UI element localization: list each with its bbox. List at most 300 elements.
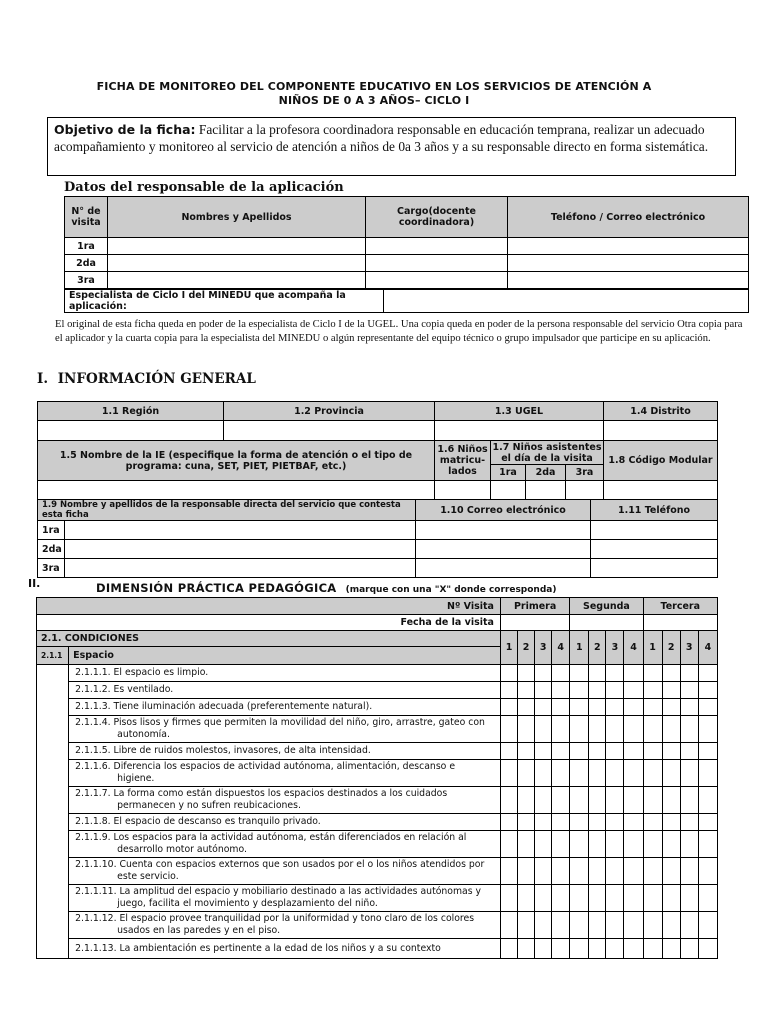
rating-checkbox-cell[interactable] — [662, 939, 680, 959]
rating-checkbox-cell[interactable] — [552, 939, 570, 959]
scale-header: 1 — [500, 631, 517, 665]
rating-checkbox-cell[interactable] — [680, 831, 698, 858]
nombres-field[interactable] — [108, 272, 366, 289]
rating-checkbox-cell[interactable] — [643, 716, 662, 743]
rating-checkbox-cell[interactable] — [589, 912, 606, 939]
rating-checkbox-cell[interactable] — [662, 716, 680, 743]
visit-segunda: Segunda — [570, 598, 643, 615]
rating-checkbox-cell[interactable] — [500, 682, 517, 699]
telefono-field[interactable] — [508, 238, 749, 255]
asistentes-2-field[interactable] — [526, 481, 566, 501]
responsable-directa-table — [37, 499, 718, 578]
page-title — [60, 80, 688, 108]
rating-checkbox-cell[interactable] — [589, 760, 606, 787]
especialista-label: Especialista de Ciclo I del MINEDU que acompaña la aplicación: — [65, 290, 384, 313]
scale-header: 4 — [698, 631, 717, 665]
scale-header: 3 — [606, 631, 624, 665]
rating-checkbox-cell[interactable] — [698, 699, 717, 716]
criteria-row — [37, 665, 718, 682]
rating-checkbox-cell[interactable] — [662, 858, 680, 885]
fecha-visita-label: Fecha de la visita — [37, 615, 501, 631]
rating-checkbox-cell[interactable] — [589, 699, 606, 716]
criteria-row — [37, 743, 718, 760]
nombre-field[interactable] — [65, 521, 416, 540]
asistentes-col-2: 2da — [526, 465, 566, 481]
region-label: 1.1 Región — [38, 402, 224, 421]
criteria-line-1: 2.1.1.9. Los espacios para la actividad autónoma, están diferenciados en relación al — [75, 832, 467, 843]
rating-checkbox-cell[interactable] — [698, 858, 717, 885]
codigo-modular-field[interactable] — [604, 481, 718, 501]
criteria-line-1: 2.1.1.2. Es ventilado. — [75, 684, 174, 695]
rating-checkbox-cell[interactable] — [552, 760, 570, 787]
responsable-heading: Datos del responsable de la aplicación — [64, 180, 344, 195]
rating-checkbox-cell[interactable] — [643, 743, 662, 760]
criteria-row — [37, 716, 718, 743]
criteria-line-2: autonomía. — [117, 729, 170, 740]
rating-checkbox-cell[interactable] — [624, 743, 643, 760]
rating-checkbox-cell[interactable] — [552, 885, 570, 912]
criteria-line-2: este servicio. — [117, 871, 179, 882]
col-cargo: Cargo(docente coordinadora) — [366, 197, 508, 238]
rating-checkbox-cell[interactable] — [535, 939, 552, 959]
rating-checkbox-cell[interactable] — [606, 814, 624, 831]
criteria-row — [37, 939, 718, 959]
asistentes-col-3: 3ra — [566, 465, 604, 481]
provincia-field[interactable] — [224, 421, 435, 441]
rating-checkbox-cell[interactable] — [606, 682, 624, 699]
rating-checkbox-cell[interactable] — [589, 814, 606, 831]
telefono-label: 1.11 Teléfono — [591, 500, 718, 521]
rating-checkbox-cell[interactable] — [500, 760, 517, 787]
scale-header: 2 — [589, 631, 606, 665]
criteria-row — [37, 858, 718, 885]
rating-checkbox-cell[interactable] — [518, 665, 535, 682]
section1-number: I. — [37, 371, 49, 387]
scale-header: 3 — [680, 631, 698, 665]
correo-field[interactable] — [416, 559, 591, 578]
criteria-text — [69, 665, 501, 682]
rating-checkbox-cell[interactable] — [624, 814, 643, 831]
rating-checkbox-cell[interactable] — [500, 939, 517, 959]
criteria-line-2: desarrollo motor autónomo. — [117, 844, 247, 855]
scale-header: 1 — [643, 631, 662, 665]
rating-checkbox-cell[interactable] — [643, 912, 662, 939]
rating-checkbox-cell[interactable] — [606, 743, 624, 760]
rating-checkbox-cell[interactable] — [570, 760, 589, 787]
distrito-label: 1.4 Distrito — [604, 402, 718, 421]
telefono-field[interactable] — [508, 255, 749, 272]
rating-checkbox-cell[interactable] — [518, 716, 535, 743]
rating-checkbox-cell[interactable] — [570, 885, 589, 912]
indent-cell — [37, 665, 69, 959]
rating-checkbox-cell[interactable] — [518, 831, 535, 858]
telefono-field[interactable] — [591, 521, 718, 540]
rating-checkbox-cell[interactable] — [535, 787, 552, 814]
col-telefono: Teléfono / Correo electrónico — [508, 197, 749, 238]
nombres-field[interactable] — [108, 255, 366, 272]
rating-checkbox-cell[interactable] — [552, 858, 570, 885]
responsable-table — [64, 196, 749, 289]
espacio-number: 2.1.1 — [37, 647, 69, 665]
rating-checkbox-cell[interactable] — [606, 885, 624, 912]
rating-checkbox-cell[interactable] — [680, 760, 698, 787]
criteria-line-1: 2.1.1.6. Diferencia los espacios de actividad autónoma, alimentación, descanso e — [75, 761, 456, 772]
section1-heading — [37, 371, 256, 387]
section2-number: II. — [28, 577, 41, 590]
rating-checkbox-cell[interactable] — [698, 665, 717, 682]
rating-checkbox-cell[interactable] — [662, 682, 680, 699]
rating-checkbox-cell[interactable] — [500, 699, 517, 716]
criteria-line-1: 2.1.1.8. El espacio de descanso es tranquilo privado. — [75, 816, 321, 827]
criteria-row — [37, 682, 718, 699]
rating-checkbox-cell[interactable] — [589, 682, 606, 699]
rating-checkbox-cell[interactable] — [624, 858, 643, 885]
rating-checkbox-cell[interactable] — [698, 885, 717, 912]
rating-checkbox-cell[interactable] — [662, 885, 680, 912]
rating-checkbox-cell[interactable] — [698, 760, 717, 787]
rating-checkbox-cell[interactable] — [535, 682, 552, 699]
rating-checkbox-cell[interactable] — [643, 831, 662, 858]
rating-checkbox-cell[interactable] — [606, 939, 624, 959]
rating-checkbox-cell[interactable] — [662, 699, 680, 716]
title-line-1: FICHA DE MONITOREO DEL COMPONENTE EDUCATIVO EN LOS SERVICIOS DE ATENCIÓN A — [96, 80, 652, 93]
asistentes-1-field[interactable] — [491, 481, 526, 501]
criteria-line-1: 2.1.1.11. La amplitud del espacio y mobiliario destinado a las actividades autónomas y — [75, 886, 482, 897]
nombre-responsable-label: 1.9 Nombre y apellidos de la responsable directa del servicio que contesta esta ficha — [38, 500, 416, 521]
rating-checkbox-cell[interactable] — [570, 682, 589, 699]
criteria-text — [69, 912, 501, 939]
scale-header: 2 — [518, 631, 535, 665]
rating-checkbox-cell[interactable] — [552, 682, 570, 699]
rating-checkbox-cell[interactable] — [589, 885, 606, 912]
scale-header: 3 — [535, 631, 552, 665]
rating-checkbox-cell[interactable] — [570, 743, 589, 760]
section1-title: INFORMACIÓN GENERAL — [57, 371, 256, 387]
rating-checkbox-cell[interactable] — [535, 665, 552, 682]
rating-checkbox-cell[interactable] — [643, 858, 662, 885]
criteria-line-1: 2.1.1.5. Libre de ruidos molestos, invasores, de alta intensidad. — [75, 745, 371, 756]
rating-checkbox-cell[interactable] — [518, 787, 535, 814]
criteria-line-1: 2.1.1.10. Cuenta con espacios externos que son usados por el o los niños atendidos por — [75, 859, 485, 870]
rating-checkbox-cell[interactable] — [589, 787, 606, 814]
rating-checkbox-cell[interactable] — [552, 787, 570, 814]
cargo-field[interactable] — [366, 272, 508, 289]
asistentes-3-field[interactable] — [566, 481, 604, 501]
criteria-line-1: 2.1.1.13. La ambientación es pertinente a la edad de los niños y a su contexto — [75, 942, 441, 954]
rating-checkbox-cell[interactable] — [589, 743, 606, 760]
rating-checkbox-cell[interactable] — [570, 665, 589, 682]
visit-row-label: 1ra — [65, 238, 108, 255]
rating-checkbox-cell[interactable] — [570, 939, 589, 959]
rating-checkbox-cell[interactable] — [535, 858, 552, 885]
scale-header: 4 — [624, 631, 643, 665]
rating-checkbox-cell[interactable] — [570, 814, 589, 831]
rating-checkbox-cell[interactable] — [606, 665, 624, 682]
rating-checkbox-cell[interactable] — [624, 716, 643, 743]
rating-checkbox-cell[interactable] — [680, 858, 698, 885]
rating-checkbox-cell[interactable] — [552, 665, 570, 682]
rating-checkbox-cell[interactable] — [643, 682, 662, 699]
correo-field[interactable] — [416, 540, 591, 559]
rating-checkbox-cell[interactable] — [500, 858, 517, 885]
rating-checkbox-cell[interactable] — [589, 858, 606, 885]
rating-checkbox-cell[interactable] — [643, 787, 662, 814]
nombre-field[interactable] — [65, 540, 416, 559]
telefono-field[interactable] — [591, 540, 718, 559]
asistentes-col-1: 1ra — [491, 465, 526, 481]
rating-checkbox-cell[interactable] — [662, 743, 680, 760]
codigo-modular-label: 1.8 Código Modular — [604, 441, 718, 481]
telefono-field[interactable] — [591, 559, 718, 578]
visit-row-label: 3ra — [65, 272, 108, 289]
cargo-field[interactable] — [366, 238, 508, 255]
criteria-row — [37, 912, 718, 939]
fecha-primera-field[interactable] — [500, 615, 569, 631]
rating-checkbox-cell[interactable] — [606, 831, 624, 858]
rating-checkbox-cell[interactable] — [606, 912, 624, 939]
scale-header: 4 — [552, 631, 570, 665]
rating-checkbox-cell[interactable] — [500, 912, 517, 939]
rating-checkbox-cell[interactable] — [589, 939, 606, 959]
rating-checkbox-cell[interactable] — [535, 760, 552, 787]
criteria-line-1: 2.1.1.7. La forma como están dispuestos los espacios destinados a los cuidados — [75, 788, 448, 799]
criteria-line-2: higiene. — [117, 773, 155, 784]
rating-checkbox-cell[interactable] — [643, 699, 662, 716]
rating-checkbox-cell[interactable] — [518, 912, 535, 939]
ugel-label: 1.3 UGEL — [435, 402, 604, 421]
visit-row-label: 2da — [65, 255, 108, 272]
rating-checkbox-cell[interactable] — [518, 885, 535, 912]
matriculados-field[interactable] — [435, 481, 491, 501]
rating-checkbox-cell[interactable] — [624, 787, 643, 814]
rating-checkbox-cell[interactable] — [570, 716, 589, 743]
criteria-text — [69, 831, 501, 858]
row-label: 1ra — [38, 521, 65, 540]
cargo-field[interactable] — [366, 255, 508, 272]
rating-checkbox-cell[interactable] — [662, 760, 680, 787]
rating-checkbox-cell[interactable] — [552, 831, 570, 858]
objective-label: Objetivo de la ficha: — [54, 122, 196, 137]
rating-checkbox-cell[interactable] — [518, 699, 535, 716]
criteria-text — [69, 885, 501, 912]
objective-box — [47, 117, 736, 176]
rating-checkbox-cell[interactable] — [535, 885, 552, 912]
objective-text: Facilitar a la profesora coordinadora responsable en educación temprana, realizar un adecuado acompañamiento y monitoreo al servicio de atención a niños de 0a 3 años y a su responsable directo en forma sistemática. — [54, 122, 709, 154]
rating-checkbox-cell[interactable] — [680, 699, 698, 716]
rating-checkbox-cell[interactable] — [680, 787, 698, 814]
criteria-row — [37, 831, 718, 858]
copy-note: El original de esta ficha queda en poder de la especialista de Ciclo I de la UGEL. Una copia queda en poder de la persona responsable del servicio Otra copia para el aplicador y la cuarta copia para la especialista del MINEDU o algún representante del equipo técnico o grupo impulsador que participe en su aplicación. — [55, 319, 743, 344]
rating-checkbox-cell[interactable] — [535, 831, 552, 858]
scale-header: 2 — [662, 631, 680, 665]
rating-checkbox-cell[interactable] — [570, 831, 589, 858]
criteria-text — [69, 858, 501, 885]
nombre-field[interactable] — [65, 559, 416, 578]
rating-checkbox-cell[interactable] — [518, 682, 535, 699]
rating-checkbox-cell[interactable] — [570, 787, 589, 814]
espacio-label: Espacio — [69, 647, 501, 665]
rating-checkbox-cell[interactable] — [589, 716, 606, 743]
rating-checkbox-cell[interactable] — [518, 939, 535, 959]
rating-checkbox-cell[interactable] — [500, 814, 517, 831]
criteria-line-1: 2.1.1.1. El espacio es limpio. — [75, 667, 209, 678]
rating-checkbox-cell[interactable] — [624, 912, 643, 939]
rating-checkbox-cell[interactable] — [552, 699, 570, 716]
criteria-text — [69, 699, 501, 716]
rating-checkbox-cell[interactable] — [500, 885, 517, 912]
criteria-text — [69, 743, 501, 760]
rating-checkbox-cell[interactable] — [680, 716, 698, 743]
criteria-text — [69, 787, 501, 814]
criteria-line-2: usados en las paredes y en el piso. — [117, 925, 281, 936]
condiciones-label: 2.1. CONDICIONES — [37, 631, 501, 647]
rating-checkbox-cell[interactable] — [535, 743, 552, 760]
visit-primera: Primera — [500, 598, 569, 615]
telefono-field[interactable] — [508, 272, 749, 289]
row-label: 2da — [38, 540, 65, 559]
rating-checkbox-cell[interactable] — [589, 665, 606, 682]
rating-checkbox-cell[interactable] — [535, 716, 552, 743]
rating-checkbox-cell[interactable] — [518, 743, 535, 760]
rating-checkbox-cell[interactable] — [518, 858, 535, 885]
rating-checkbox-cell[interactable] — [698, 743, 717, 760]
rating-checkbox-cell[interactable] — [518, 760, 535, 787]
fecha-tercera-field[interactable] — [643, 615, 717, 631]
rating-checkbox-cell[interactable] — [698, 716, 717, 743]
distrito-field[interactable] — [604, 421, 718, 441]
rating-checkbox-cell[interactable] — [662, 912, 680, 939]
rating-checkbox-cell[interactable] — [680, 814, 698, 831]
rating-checkbox-cell[interactable] — [624, 760, 643, 787]
fecha-segunda-field[interactable] — [570, 615, 643, 631]
criteria-text — [69, 716, 501, 743]
criteria-line-2: juego, facilita el movimiento y desplazamiento del niño. — [117, 898, 378, 909]
rating-checkbox-cell[interactable] — [535, 912, 552, 939]
info-general-table — [37, 401, 718, 501]
rating-checkbox-cell[interactable] — [500, 716, 517, 743]
nombres-field[interactable] — [108, 238, 366, 255]
rating-checkbox-cell[interactable] — [500, 665, 517, 682]
section2-note: (marque con una "X" donde corresponda) — [345, 585, 557, 595]
especialista-field[interactable] — [384, 290, 749, 313]
rating-checkbox-cell[interactable] — [643, 760, 662, 787]
rating-checkbox-cell[interactable] — [643, 665, 662, 682]
rating-checkbox-cell[interactable] — [606, 760, 624, 787]
rating-checkbox-cell[interactable] — [552, 814, 570, 831]
rating-checkbox-cell[interactable] — [606, 716, 624, 743]
criteria-line-1: 2.1.1.3. Tiene iluminación adecuada (preferentemente natural). — [75, 701, 373, 712]
ninos-asistentes-label: 1.7 Niños asistentes el día de la visita — [491, 441, 604, 465]
criteria-row — [37, 814, 718, 831]
rating-checkbox-cell[interactable] — [624, 885, 643, 912]
criteria-text — [69, 682, 501, 699]
ugel-field[interactable] — [435, 421, 604, 441]
rating-checkbox-cell[interactable] — [589, 831, 606, 858]
rating-checkbox-cell[interactable] — [662, 665, 680, 682]
row-label: 3ra — [38, 559, 65, 578]
rating-checkbox-cell[interactable] — [698, 787, 717, 814]
rating-checkbox-cell[interactable] — [624, 682, 643, 699]
rating-checkbox-cell[interactable] — [606, 699, 624, 716]
rating-checkbox-cell[interactable] — [518, 814, 535, 831]
criteria-line-1: 2.1.1.12. El espacio provee tranquilidad por la uniformidad y tono claro de los colores — [75, 913, 475, 924]
rating-checkbox-cell[interactable] — [698, 939, 717, 959]
rating-checkbox-cell[interactable] — [552, 716, 570, 743]
correo-label: 1.10 Correo electrónico — [416, 500, 591, 521]
rating-checkbox-cell[interactable] — [606, 858, 624, 885]
rating-checkbox-cell[interactable] — [500, 831, 517, 858]
visit-tercera: Tercera — [643, 598, 717, 615]
rating-checkbox-cell[interactable] — [570, 858, 589, 885]
rating-checkbox-cell[interactable] — [643, 814, 662, 831]
rating-checkbox-cell[interactable] — [570, 912, 589, 939]
rating-checkbox-cell[interactable] — [680, 665, 698, 682]
especialista-table — [64, 289, 749, 313]
col-nombres: Nombres y Apellidos — [108, 197, 366, 238]
criteria-row — [37, 699, 718, 716]
region-field[interactable] — [38, 421, 224, 441]
rating-checkbox-cell[interactable] — [680, 912, 698, 939]
rating-checkbox-cell[interactable] — [535, 814, 552, 831]
criteria-row — [37, 760, 718, 787]
rating-checkbox-cell[interactable] — [535, 699, 552, 716]
criteria-row — [37, 885, 718, 912]
practica-pedagogica-table — [36, 597, 718, 959]
rating-checkbox-cell[interactable] — [500, 743, 517, 760]
rating-checkbox-cell[interactable] — [624, 831, 643, 858]
criteria-text — [69, 814, 501, 831]
rating-checkbox-cell[interactable] — [624, 665, 643, 682]
criteria-line-2: permanecen y no sufren reubicaciones. — [117, 800, 301, 811]
criteria-line-1: 2.1.1.4. Pisos lisos y firmes que permiten la movilidad del niño, giro, arrastre, gateo con — [75, 717, 485, 728]
rating-checkbox-cell[interactable] — [500, 787, 517, 814]
rating-checkbox-cell[interactable] — [570, 699, 589, 716]
rating-checkbox-cell[interactable] — [698, 831, 717, 858]
rating-checkbox-cell[interactable] — [552, 743, 570, 760]
criteria-text — [69, 939, 501, 959]
rating-checkbox-cell[interactable] — [643, 885, 662, 912]
provincia-label: 1.2 Provincia — [224, 402, 435, 421]
correo-field[interactable] — [416, 521, 591, 540]
ie-label: 1.5 Nombre de la IE (especifique la forma de atención o el tipo de programa: cuna, SET, PIET, PIETBAF, etc.) — [38, 441, 435, 481]
rating-checkbox-cell[interactable] — [680, 682, 698, 699]
title-line-2: NIÑOS DE 0 A 3 AÑOS– CICLO I — [278, 94, 470, 107]
rating-checkbox-cell[interactable] — [624, 699, 643, 716]
section2-title: DIMENSIÓN PRÁCTICA PEDAGÓGICA — [96, 581, 337, 595]
scale-header: 1 — [570, 631, 589, 665]
rating-checkbox-cell[interactable] — [680, 939, 698, 959]
criteria-row — [37, 787, 718, 814]
rating-checkbox-cell[interactable] — [698, 814, 717, 831]
rating-checkbox-cell[interactable] — [698, 912, 717, 939]
rating-checkbox-cell[interactable] — [624, 939, 643, 959]
rating-checkbox-cell[interactable] — [698, 682, 717, 699]
ie-field[interactable] — [38, 481, 435, 501]
rating-checkbox-cell[interactable] — [662, 814, 680, 831]
rating-checkbox-cell[interactable] — [662, 787, 680, 814]
rating-checkbox-cell[interactable] — [680, 743, 698, 760]
nro-visita-label: Nº Visita — [37, 598, 501, 615]
ninos-matriculados-label: 1.6 Niños matricu-lados — [435, 441, 491, 481]
section2-heading — [96, 577, 556, 596]
rating-checkbox-cell[interactable] — [552, 912, 570, 939]
rating-checkbox-cell[interactable] — [680, 885, 698, 912]
rating-checkbox-cell[interactable] — [662, 831, 680, 858]
col-visita: N° de visita — [65, 197, 108, 238]
items-body — [37, 665, 718, 959]
rating-checkbox-cell[interactable] — [643, 939, 662, 959]
rating-checkbox-cell[interactable] — [606, 787, 624, 814]
